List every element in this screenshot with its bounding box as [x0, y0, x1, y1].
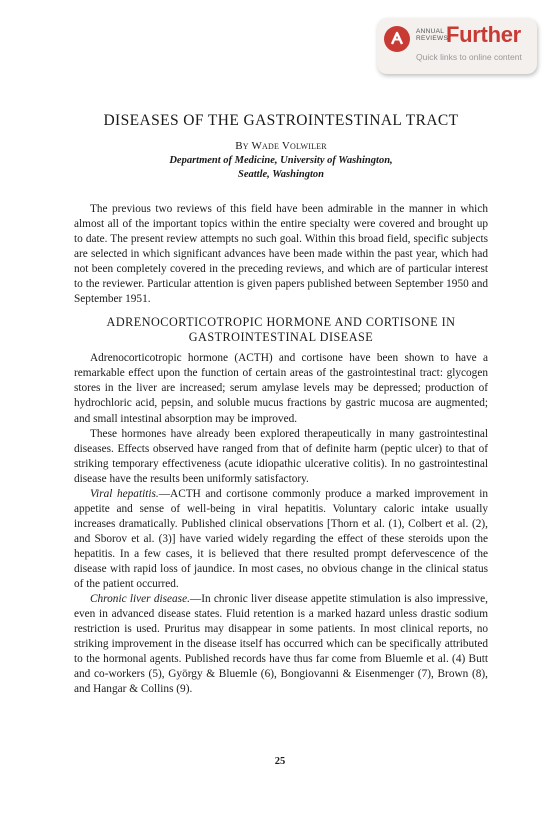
affiliation-line-1: Department of Medicine, University of Washington,: [169, 155, 393, 166]
runin-chronic-liver: Chronic liver disease.: [90, 593, 190, 606]
text-chronic-liver: —In chronic liver disease appetite stimulation is also impressive, even in advanced disease states. Fluid retention is a marked hazard unless drastic sodium restriction is used. Pruritus may disappear in some patients. In most clinical reports, no striking improvement in the disease itself has occurred which can be specifically attributed to the hormonal agents. Published records have thus far come from Bluemle et al. (4) Butt and co-workers (5), György & Bluemle (6), Bongiovanni & Eisenmenger (7), Brown (8), and Hangar & Collins (9).: [74, 593, 488, 696]
section-heading: [74, 315, 488, 345]
further-tagline: Quick links to online content: [416, 52, 522, 62]
author-affiliation: [74, 154, 488, 182]
publisher-name: ANNUAL REVIEWS: [416, 28, 449, 42]
runin-viral-hepatitis: Viral hepatitis.: [90, 487, 159, 500]
article: [74, 112, 488, 697]
intro-paragraph: The previous two reviews of this field have been admirable in the manner in which almost all of the important topics within the entire specialty were covered and brought up to date. The present review attempts no such goal. Within this broad field, specific subjects are selected in which significant advances have been made within the past year, which had not been completely covered in the preceding reviews, and which are of particular interest to the reviewer. Particular attention is given papers published between September 1950 and September 1951.: [74, 203, 488, 306]
section-heading-line-2: GASTROINTESTINAL DISEASE: [188, 330, 374, 345]
section-heading-line-1: ADRENOCORTICOTROPIC HORMONE AND CORTISONE IN: [106, 315, 456, 330]
paragraph-viral-hepatitis: [74, 487, 488, 592]
page-number: 25: [274, 756, 286, 767]
paragraph-acth: Adrenocorticotropic hormone (ACTH) and cortisone have been shown to have a remarkable effect upon the function of certain areas of the gastrointestinal tract: glycogen stores in the liver are increased; serum amylase levels may be depressed; production of hydrochloric acid, pepsin, and soluble mucus fractions by gastric mucosa are augmented; and small intestinal absorption may be improved.: [74, 352, 488, 425]
paragraph-therapeutics: These hormones have already been explored therapeutically in many gastrointestinal diseases. Effects observed have ranged from that of definite harm (peptic ulcer) to that of striking temporary effectiveness (acute idiopathic ulcerative colitis). In no gastrointestinal disease have the results been uniformly satisfactory.: [74, 427, 488, 485]
further-wordmark: Further: [446, 22, 521, 47]
article-title: DISEASES OF THE GASTROINTESTINAL TRACT: [103, 112, 459, 129]
annual-reviews-logo-icon: [384, 26, 410, 52]
author-byline: By Wade Volwiler: [235, 140, 327, 152]
further-badge[interactable]: [377, 18, 537, 74]
affiliation-line-2: Seattle, Washington: [238, 169, 324, 180]
paragraph-chronic-liver: [74, 592, 488, 697]
text-viral-hepatitis: —ACTH and cortisone commonly produce a marked improvement in appetite and sense of well-being in viral hepatitis. Voluntary caloric intake usually increases dramatically. Published clinical observations [Thorn et al. (1), Colbert et al. (2), and Sborov et al. (3)] have varied widely regarding the effect of these steroids upon the hepatitis. In a few cases, it is believed that there resulted prompt defervescence of the disease with rapid loss of jaundice. In most cases, no obvious change in the clinical status of the patient occurred.: [74, 487, 488, 591]
